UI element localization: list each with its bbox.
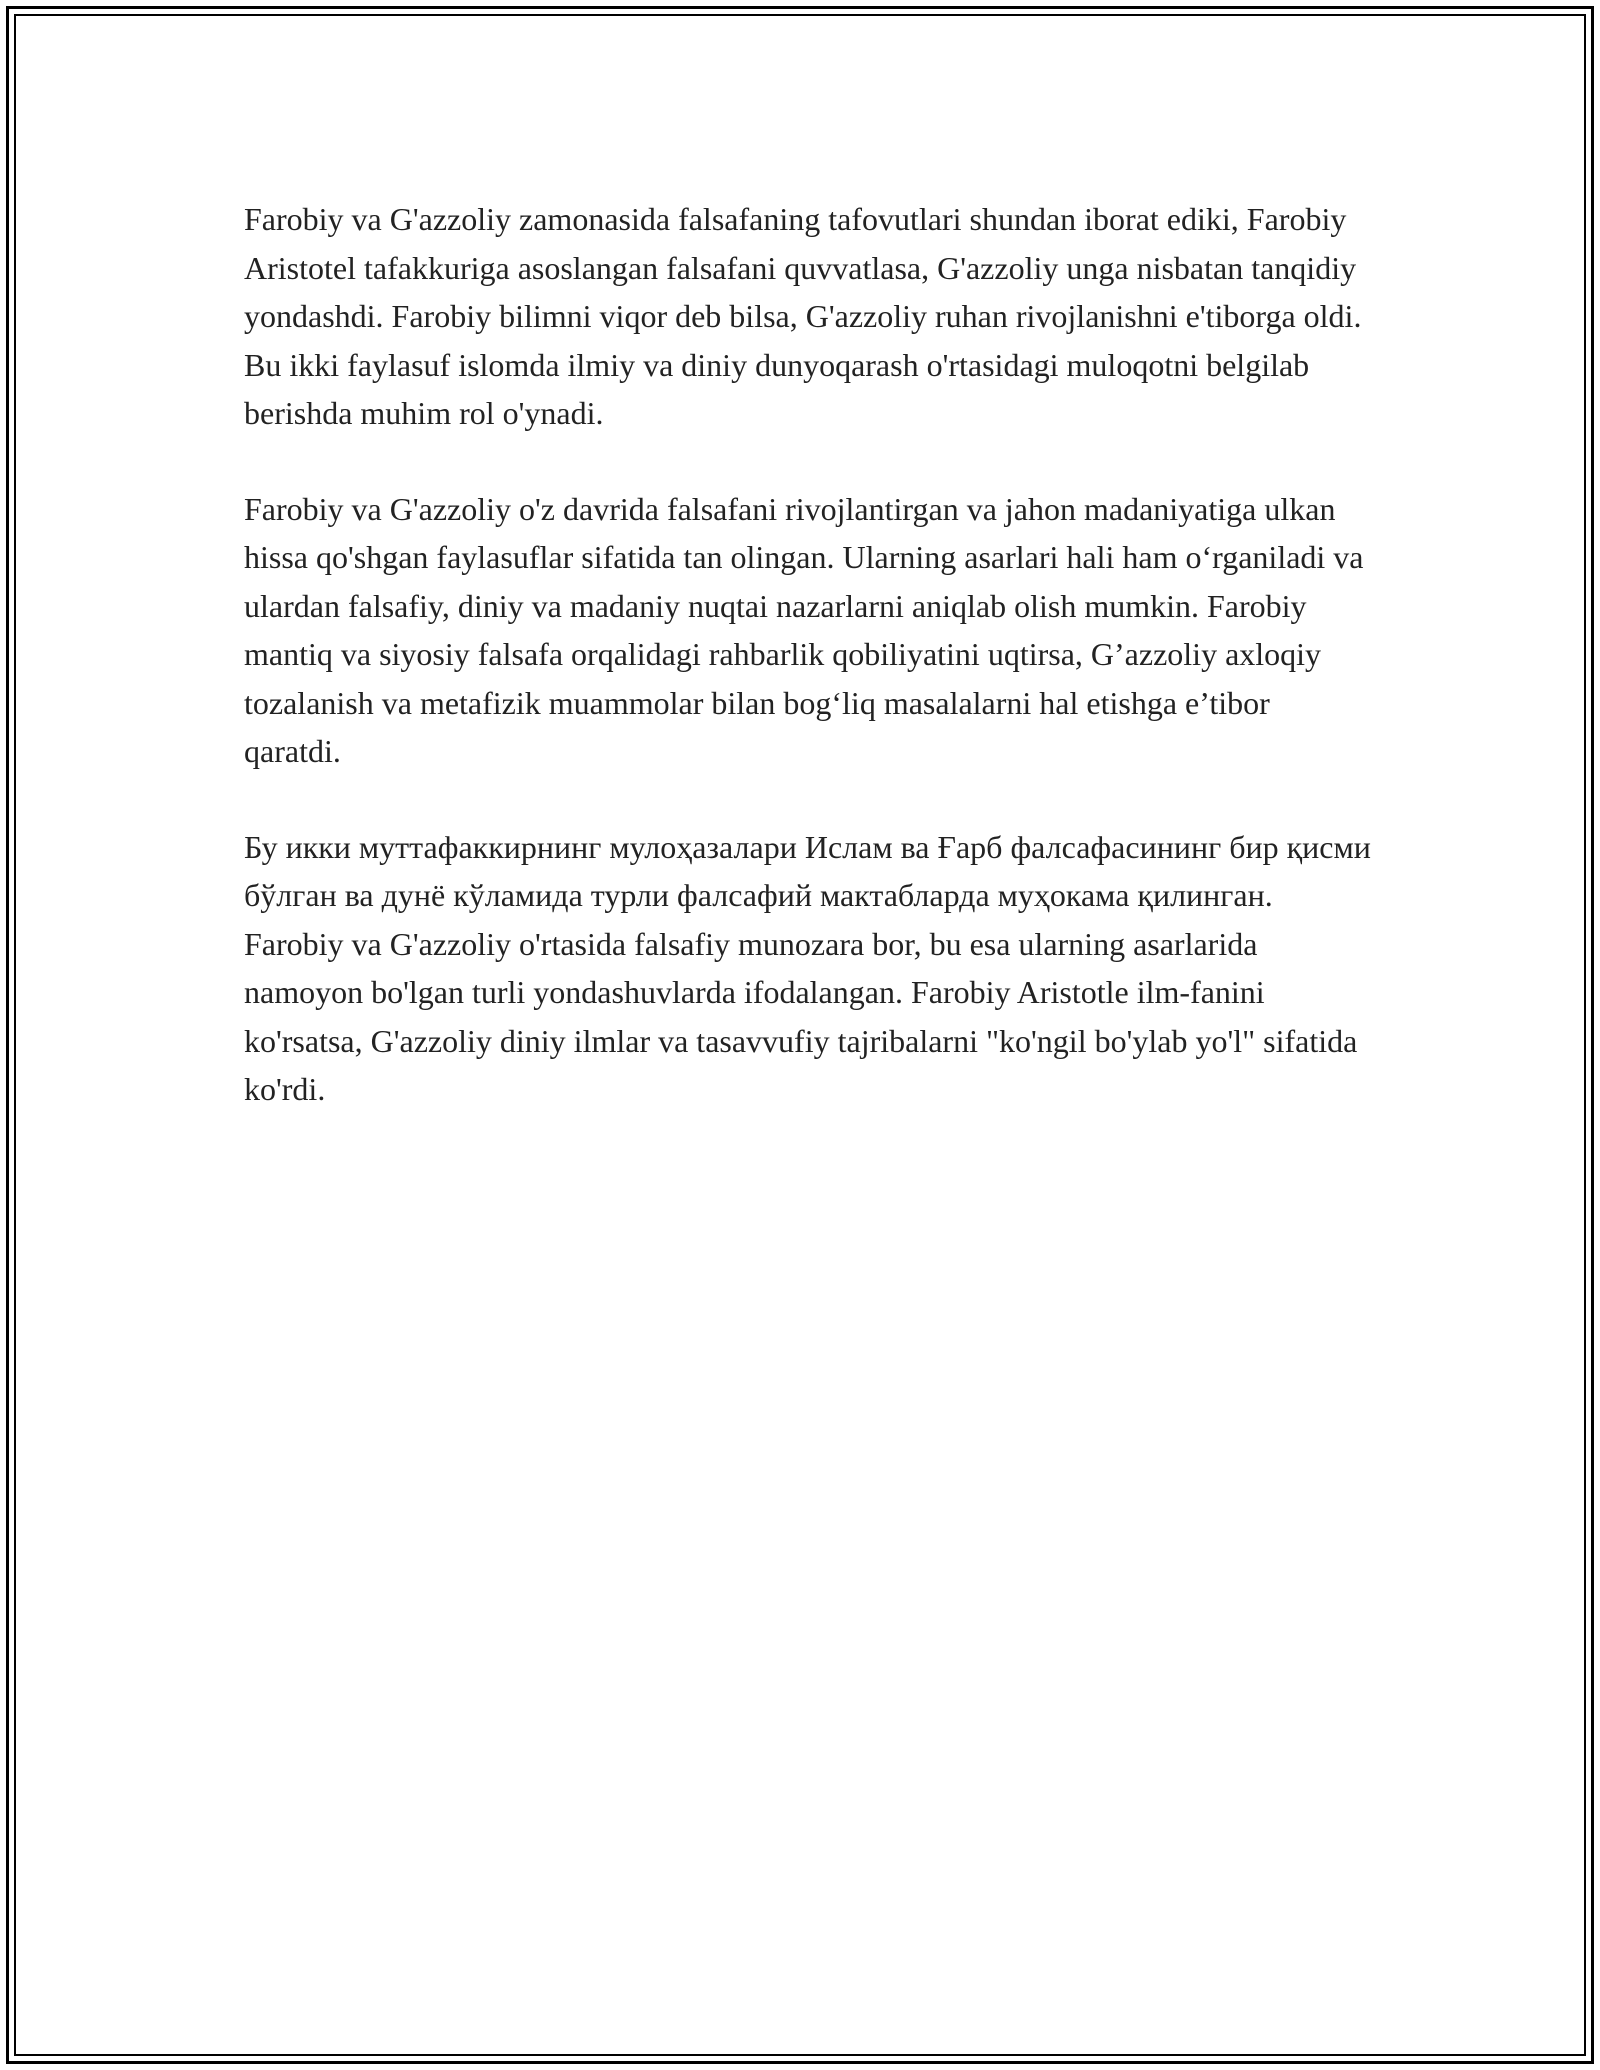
document-body [244, 195, 1374, 1161]
paragraph-3: Бу икки муттафаккирнинг мулоҳазалари Ислам ва Ғарб фалсафасининг бир қисми бўлган ва дунё кўламида турли фалсафий мактабларда муҳокама қилинган. Farobiy va G'azzoliy o'rtasida falsafiy munozara bor, bu esa ularning asarlarida namoyon bo'lgan turli yondashuvlarda ifodalangan. Farobiy Aristotle ilm-fanini ko'rsatsa, G'azzoliy diniy ilmlar va tasavvufiy tajribalarni "ko'ngil bo'ylab yo'l" sifatida ko'rdi. [244, 828, 1371, 1107]
page-border [6, 6, 1594, 2064]
paragraph-1: Farobiy va G'azzoliy zamonasida falsafaning tafovutlari shundan iborat ediki, Farobiy Aristotel tafakkuriga asoslangan falsafani quvvatlasa, G'azzoliy unga nisbatan tanqidiy yondashdi. Farobiy bilimni viqor deb bilsa, G'azzoliy ruhan rivojlanishni e'tiborga oldi. Bu ikki faylasuf islomda ilmiy va diniy dunyoqarash o'rtasidagi muloqotni belgilab berishda muhim rol o'ynadi. [244, 201, 1362, 431]
paragraph-2: Farobiy va G'azzoliy o'z davrida falsafani rivojlantirgan va jahon madaniyatiga ulkan hissa qo'shgan faylasuflar sifatida tan olingan. Ularning asarlari hali ham o‘rganiladi va ulardan falsafiy, diniy va madaniy nuqtai nazarlarni aniqlab olish mumkin. Farobiy mantiq va siyosiy falsafa orqalidagi rahbarlik qobiliyatini uqtirsa, G’azzoliy axloqiy tozalanish va metafizik muammolar bilan bog‘liq masalalarni hal etishga e’tibor qaratdi. [244, 490, 1364, 769]
